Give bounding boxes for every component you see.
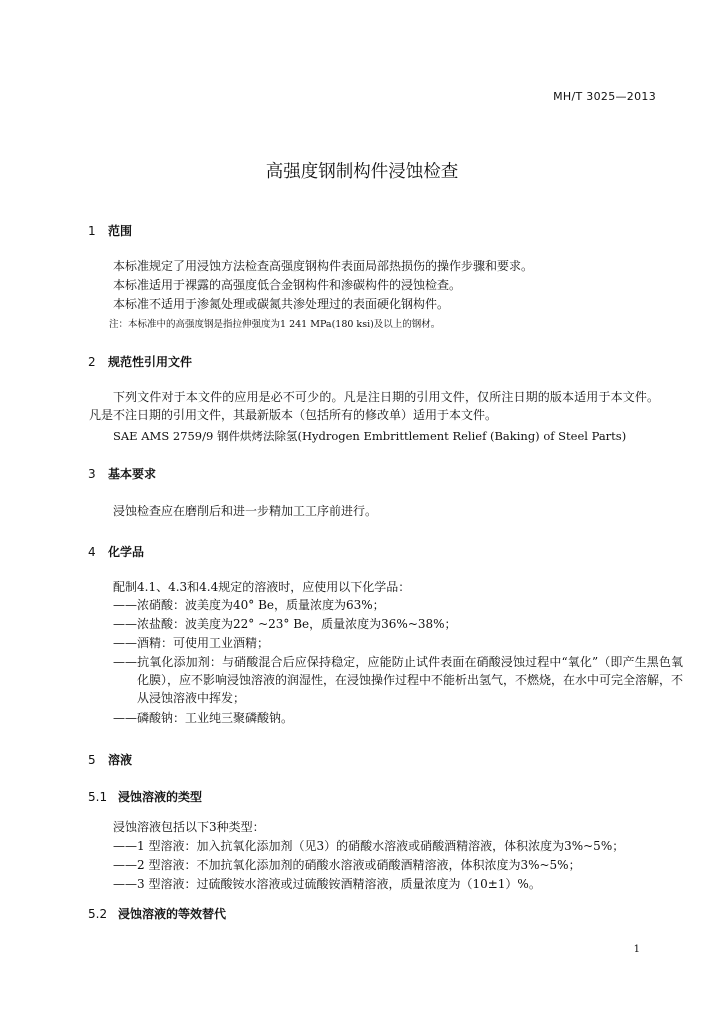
subsection-5-2-heading <box>88 905 226 922</box>
section-2-heading <box>88 353 192 370</box>
note: 注：本标准中的高强度钢是指拉伸强度为1 241 MPa(180 ksi)及以上的钢材。 <box>109 319 441 330</box>
section-3-heading <box>88 465 156 482</box>
section-4-heading <box>88 543 144 560</box>
section-5-heading <box>88 751 132 768</box>
standard-number: MH/T 3025—2013 <box>553 90 656 103</box>
section-number: 2 <box>88 355 96 369</box>
section-number: 5 <box>88 753 96 767</box>
list-item: ——酒精：可使用工业酒精； <box>113 636 270 650</box>
paragraph: 下列文件对于本文件的应用是必不可少的。凡是注日期的引用文件，仅所注日期的版本适用于本文件。凡是不注日期的引用文件，其最新版本（包括所有的修改单）适用于本文件。 <box>89 390 659 422</box>
subsection-5-1-heading <box>88 788 202 805</box>
list-item: ——浓盐酸：波美度为22° ~23° Be，质量浓度为36%~38%； <box>113 617 457 631</box>
section-title: 化学品 <box>108 545 145 559</box>
section-number: 3 <box>88 467 96 481</box>
section-title: 范围 <box>108 224 133 238</box>
document-title: 高强度钢制构件浸蚀检查 <box>265 162 459 182</box>
section-title: 溶液 <box>108 753 133 767</box>
subsection-title: 浸蚀溶液的等效替代 <box>118 907 227 921</box>
subsection-number: 5.2 <box>88 907 108 921</box>
list-item: ——3 型溶液：过硫酸铵水溶液或过硫酸铵酒精溶液，质量浓度为（10±1）%。 <box>113 877 541 891</box>
paragraph: 本标准不适用于渗氮处理或碳氮共渗处理过的表面硬化钢构件。 <box>113 297 450 311</box>
section-title: 规范性引用文件 <box>108 355 193 369</box>
list-item: ——磷酸钠：工业纯三聚磷酸钠。 <box>113 711 294 725</box>
reference-entry: SAE AMS 2759/9 钢件烘烤法除氢(Hydrogen Embrittlement Relief (Baking) of Steel Parts) <box>113 429 627 443</box>
list-item: ——浓硝酸：波美度为40° Be，质量浓度为63%； <box>113 598 385 612</box>
list-item: ——1 型溶液：加入抗氧化添加剂（见3）的硝酸水溶液或硝酸酒精溶液，体积浓度为3%~5%； <box>113 839 625 853</box>
page-number: 1 <box>633 944 640 955</box>
section-1-heading <box>88 222 132 239</box>
list-item: ——2 型溶液：不加抗氧化添加剂的硝酸水溶液或硝酸酒精溶液，体积浓度为3%~5%； <box>113 858 581 872</box>
subsection-title: 浸蚀溶液的类型 <box>118 790 203 804</box>
paragraph: 配制4.1、4.3和4.4规定的溶液时，应使用以下化学品： <box>113 580 411 594</box>
paragraph: 本标准适用于裸露的高强度低合金钢构件和渗碳构件的浸蚀检查。 <box>113 278 462 292</box>
paragraph: 浸蚀溶液包括以下3种类型： <box>113 820 265 834</box>
section-number: 4 <box>88 545 96 559</box>
section-number: 1 <box>88 224 96 238</box>
list-item: ——抗氧化添加剂：与硝酸混合后应保持稳定，应能防止试件表面在硝酸浸蚀过程中“氧化”（即产生黑色氧化膜），应不影响浸蚀溶液的润湿性，在浸蚀操作过程中不能析出氢气，不燃烧，在水中可完全溶解，不从浸蚀溶液中挥发； <box>113 655 684 705</box>
paragraph: 本标准规定了用浸蚀方法检查高强度钢构件表面局部热损伤的操作步骤和要求。 <box>113 259 534 273</box>
paragraph: 浸蚀检查应在磨削后和进一步精加工工序前进行。 <box>113 504 378 518</box>
section-title: 基本要求 <box>108 467 157 481</box>
subsection-number: 5.1 <box>88 790 108 804</box>
